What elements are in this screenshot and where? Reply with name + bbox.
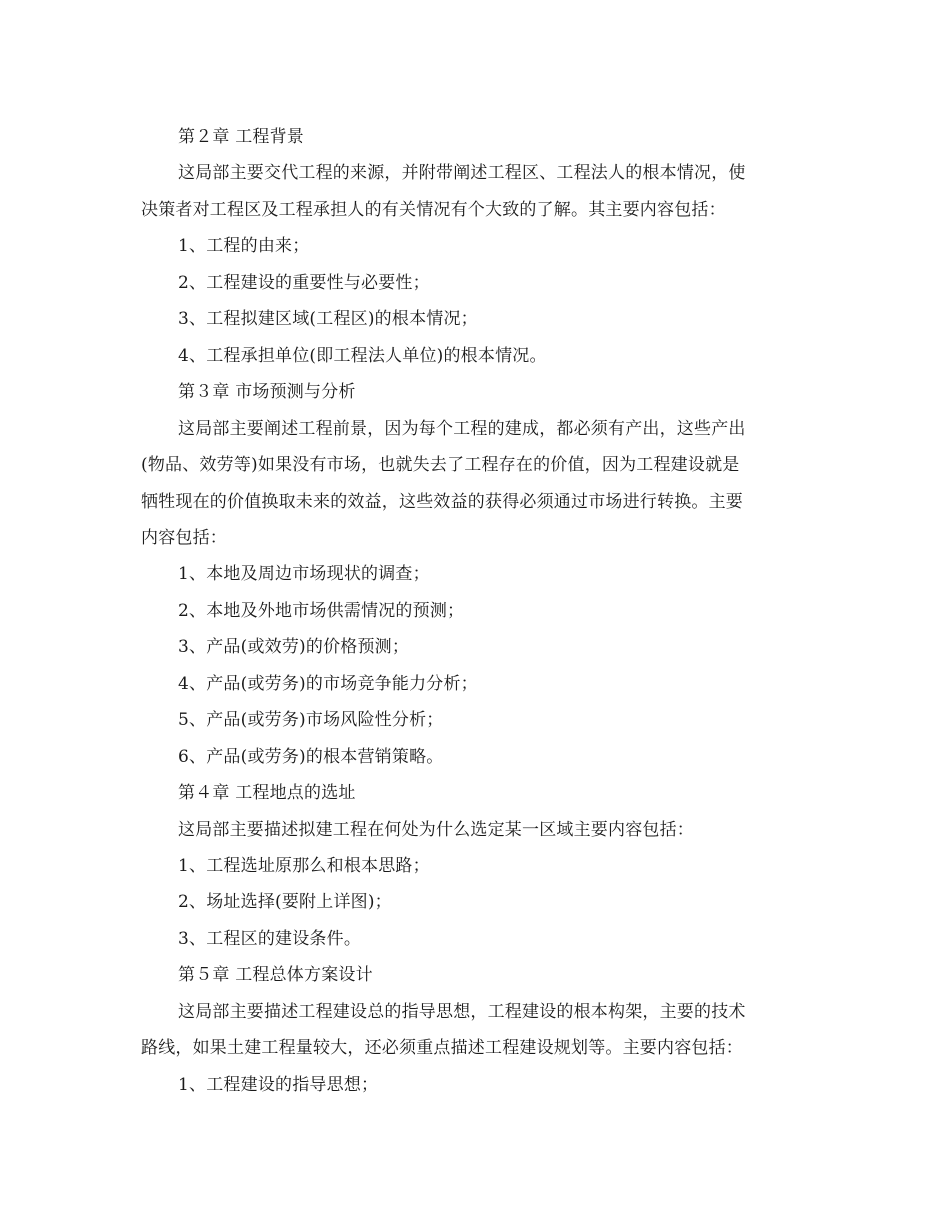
list-item: 4、产品(或劳务)的市场竞争能力分析； — [178, 673, 478, 694]
list-item: 3、工程拟建区域(工程区)的根本情况； — [178, 309, 478, 330]
paragraph-line: 这局部主要描述拟建工程在何处为什么选定某一区域主要内容包括： — [178, 819, 694, 840]
paragraph-line: (物品、效劳等)如果没有市场，也就失去了工程存在的价值，因为工程建设就是 — [141, 455, 740, 476]
paragraph-line: 这局部主要交代工程的来源，并附带阐述工程区、工程法人的根本情况，使 — [178, 163, 746, 184]
list-item: 5、产品(或劳务)市场风险性分析； — [178, 710, 444, 731]
paragraph-line: 内容包括： — [141, 527, 227, 548]
chapter-heading: 第４章 工程地点的选址 — [178, 783, 356, 804]
list-item: 2、本地及外地市场供需情况的预测； — [178, 600, 465, 621]
paragraph-line: 这局部主要阐述工程前景，因为每个工程的建成，都必须有产出，这些产出 — [178, 418, 746, 439]
list-item: 4、工程承担单位(即工程法人单位)的根本情况。 — [178, 345, 547, 366]
paragraph-line: 牺牲现在的价值换取未来的效益，这些效益的获得必须通过市场进行转换。主要 — [141, 491, 743, 512]
list-item: 2、场址选择(要附上详图)； — [178, 892, 392, 913]
list-item: 1、工程的由来； — [178, 236, 310, 257]
paragraph-line: 路线，如果土建工程量较大，还必须重点描述工程建设规划等。主要内容包括： — [141, 1038, 743, 1059]
paragraph-line: 决策者对工程区及工程承担人的有关情况有个大致的了解。其主要内容包括： — [141, 199, 726, 220]
chapter-heading: 第３章 市场预测与分析 — [178, 382, 356, 403]
list-item: 1、工程建设的指导思想； — [178, 1074, 379, 1095]
list-item: 6、产品(或劳务)的根本营销策略。 — [178, 746, 444, 767]
list-item: 2、工程建设的重要性与必要性； — [178, 272, 430, 293]
paragraph-line: 这局部主要描述工程建设总的指导思想，工程建设的根本构架，主要的技术 — [178, 1001, 746, 1022]
list-item: 1、工程选址原那么和根本思路； — [178, 856, 430, 876]
list-item: 3、产品(或效劳)的价格预测； — [178, 637, 410, 658]
list-item: 1、本地及周边市场现状的调查； — [178, 564, 430, 585]
chapter-heading: 第５章 工程总体方案设计 — [178, 965, 373, 986]
list-item: 3、工程区的建设条件。 — [178, 928, 362, 949]
chapter-heading: 第２章 工程背景 — [178, 127, 305, 147]
